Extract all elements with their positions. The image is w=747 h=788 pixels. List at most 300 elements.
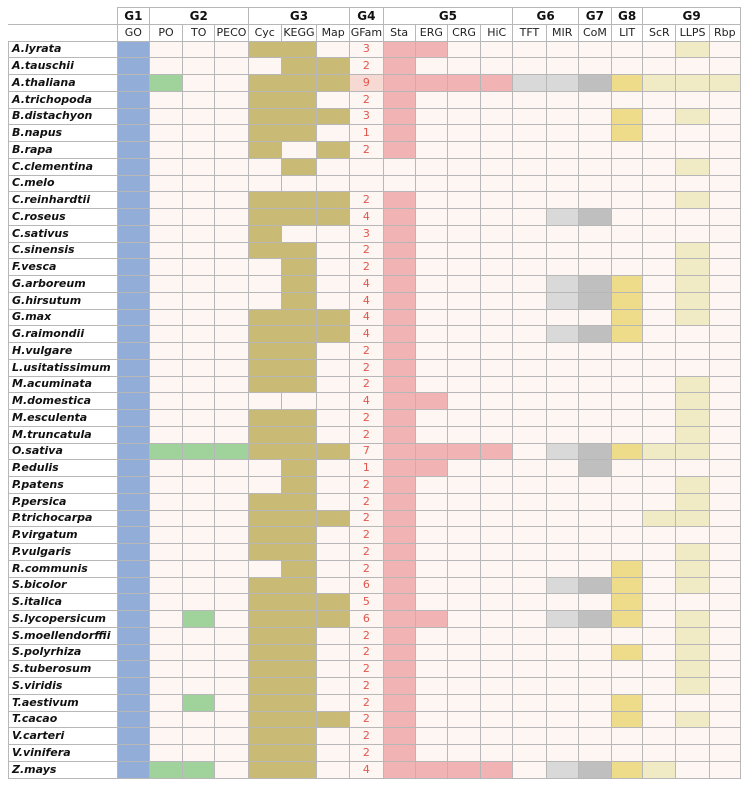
cell-cyc-empty xyxy=(248,393,281,410)
cell-lit-empty xyxy=(612,41,643,58)
cell-llps-empty xyxy=(676,460,709,477)
cell-sta-filled xyxy=(383,393,415,410)
cell-tft-empty xyxy=(513,58,546,75)
cell-erg-empty xyxy=(415,644,447,661)
cell-to-empty xyxy=(183,158,215,175)
cell-map-empty xyxy=(317,376,350,393)
species-name: C.sinensis xyxy=(9,242,118,259)
cell-llps-filled xyxy=(676,108,709,125)
cell-sta-filled xyxy=(383,761,415,778)
cell-sta-filled xyxy=(383,75,415,92)
table-row xyxy=(9,58,741,75)
cell-sta-filled xyxy=(383,376,415,393)
cell-rbp-empty xyxy=(709,443,740,460)
cell-go-filled xyxy=(117,292,149,309)
cell-lit-filled xyxy=(612,761,643,778)
cell-po-empty xyxy=(149,309,182,326)
cell-go-filled xyxy=(117,510,149,527)
cell-mir-empty xyxy=(546,694,578,711)
cell-to-empty xyxy=(183,410,215,427)
cell-lit-empty xyxy=(612,410,643,427)
cell-hic-empty xyxy=(481,225,513,242)
cell-hic-empty xyxy=(481,259,513,276)
column-header-peco: PECO xyxy=(215,24,248,41)
cell-go-filled xyxy=(117,611,149,628)
cell-com-filled xyxy=(578,611,611,628)
corner-blank xyxy=(9,24,118,41)
column-header-erg: ERG xyxy=(415,24,447,41)
cell-scr-empty xyxy=(643,711,676,728)
cell-to-empty xyxy=(183,661,215,678)
cell-peco-empty xyxy=(215,594,248,611)
species-name: L.usitatissimum xyxy=(9,359,118,376)
species-name: P.vulgaris xyxy=(9,544,118,561)
cell-scr-empty xyxy=(643,175,676,192)
cell-mir-empty xyxy=(546,544,578,561)
table-row xyxy=(9,594,741,611)
cell-scr-empty xyxy=(643,527,676,544)
cell-com-empty xyxy=(578,493,611,510)
cell-tft-empty xyxy=(513,225,546,242)
table-row xyxy=(9,694,741,711)
cell-lit-filled xyxy=(612,309,643,326)
cell-peco-empty xyxy=(215,343,248,360)
cell-sta-empty xyxy=(383,175,415,192)
cell-hic-empty xyxy=(481,175,513,192)
cell-tft-empty xyxy=(513,359,546,376)
cell-lit-empty xyxy=(612,661,643,678)
gfam-count-cell: 2 xyxy=(350,192,383,209)
cell-hic-empty xyxy=(481,678,513,695)
cell-po-empty xyxy=(149,108,182,125)
cell-hic-empty xyxy=(481,594,513,611)
cell-erg-empty xyxy=(415,594,447,611)
cell-sta-filled xyxy=(383,225,415,242)
cell-cyc-filled xyxy=(248,510,281,527)
cell-com-empty xyxy=(578,108,611,125)
table-row xyxy=(9,209,741,226)
cell-crg-empty xyxy=(447,678,480,695)
cell-rbp-empty xyxy=(709,493,740,510)
cell-erg-empty xyxy=(415,745,447,762)
cell-scr-empty xyxy=(643,125,676,142)
table-row xyxy=(9,225,741,242)
table-row xyxy=(9,276,741,293)
gfam-count-cell: 2 xyxy=(350,627,383,644)
cell-peco-empty xyxy=(215,125,248,142)
cell-map-empty xyxy=(317,577,350,594)
cell-kegg-filled xyxy=(281,209,316,226)
cell-crg-empty xyxy=(447,292,480,309)
cell-mir-empty xyxy=(546,493,578,510)
cell-kegg-filled xyxy=(281,276,316,293)
cell-hic-empty xyxy=(481,510,513,527)
cell-com-filled xyxy=(578,292,611,309)
cell-lit-empty xyxy=(612,426,643,443)
cell-go-filled xyxy=(117,276,149,293)
cell-to-empty xyxy=(183,326,215,343)
cell-tft-empty xyxy=(513,661,546,678)
gfam-count-cell: 4 xyxy=(350,309,383,326)
cell-mir-filled xyxy=(546,209,578,226)
cell-sta-filled xyxy=(383,510,415,527)
cell-llps-filled xyxy=(676,611,709,628)
cell-map-empty xyxy=(317,560,350,577)
cell-com-empty xyxy=(578,158,611,175)
cell-kegg-filled xyxy=(281,761,316,778)
cell-hic-empty xyxy=(481,527,513,544)
cell-mir-filled xyxy=(546,292,578,309)
cell-kegg-filled xyxy=(281,728,316,745)
cell-kegg-filled xyxy=(281,493,316,510)
column-header-rbp: Rbp xyxy=(709,24,740,41)
cell-mir-filled xyxy=(546,326,578,343)
cell-lit-empty xyxy=(612,225,643,242)
cell-hic-empty xyxy=(481,158,513,175)
cell-mir-empty xyxy=(546,460,578,477)
cell-lit-empty xyxy=(612,142,643,159)
species-name: G.raimondii xyxy=(9,326,118,343)
cell-erg-empty xyxy=(415,544,447,561)
cell-go-filled xyxy=(117,175,149,192)
cell-go-filled xyxy=(117,142,149,159)
gfam-count-cell: 1 xyxy=(350,125,383,142)
species-name: S.polyrhiza xyxy=(9,644,118,661)
cell-map-empty xyxy=(317,343,350,360)
cell-lit-empty xyxy=(612,627,643,644)
cell-crg-empty xyxy=(447,493,480,510)
cell-map-empty xyxy=(317,460,350,477)
cell-tft-empty xyxy=(513,594,546,611)
cell-com-filled xyxy=(578,460,611,477)
gfam-count-cell: 3 xyxy=(350,41,383,58)
cell-cyc-empty xyxy=(248,175,281,192)
cell-cyc-filled xyxy=(248,108,281,125)
cell-com-empty xyxy=(578,41,611,58)
cell-crg-empty xyxy=(447,410,480,427)
cell-erg-empty xyxy=(415,91,447,108)
cell-to-empty xyxy=(183,225,215,242)
cell-scr-empty xyxy=(643,560,676,577)
cell-cyc-filled xyxy=(248,661,281,678)
cell-mir-filled xyxy=(546,276,578,293)
cell-llps-empty xyxy=(676,91,709,108)
species-name: S.viridis xyxy=(9,678,118,695)
table-row xyxy=(9,577,741,594)
cell-peco-empty xyxy=(215,225,248,242)
cell-lit-filled xyxy=(612,326,643,343)
cell-peco-empty xyxy=(215,577,248,594)
gfam-count-cell: 2 xyxy=(350,745,383,762)
cell-scr-empty xyxy=(643,209,676,226)
cell-crg-empty xyxy=(447,728,480,745)
cell-com-empty xyxy=(578,225,611,242)
column-header-hic: HiC xyxy=(481,24,513,41)
cell-erg-empty xyxy=(415,359,447,376)
cell-erg-empty xyxy=(415,175,447,192)
cell-map-filled xyxy=(317,711,350,728)
cell-go-filled xyxy=(117,75,149,92)
cell-map-empty xyxy=(317,678,350,695)
cell-peco-empty xyxy=(215,510,248,527)
cell-po-empty xyxy=(149,510,182,527)
cell-po-empty xyxy=(149,292,182,309)
column-header-gfam: GFam xyxy=(350,24,383,41)
cell-sta-filled xyxy=(383,443,415,460)
cell-erg-filled xyxy=(415,75,447,92)
cell-to-empty xyxy=(183,560,215,577)
cell-erg-empty xyxy=(415,292,447,309)
cell-com-empty xyxy=(578,58,611,75)
cell-map-empty xyxy=(317,242,350,259)
cell-hic-empty xyxy=(481,276,513,293)
cell-kegg-filled xyxy=(281,510,316,527)
cell-scr-empty xyxy=(643,225,676,242)
cell-hic-empty xyxy=(481,376,513,393)
cell-po-empty xyxy=(149,192,182,209)
cell-crg-empty xyxy=(447,577,480,594)
group-header-g1: G1 xyxy=(117,8,149,25)
cell-tft-empty xyxy=(513,678,546,695)
cell-map-empty xyxy=(317,91,350,108)
cell-go-filled xyxy=(117,242,149,259)
cell-peco-empty xyxy=(215,41,248,58)
cell-llps-filled xyxy=(676,158,709,175)
cell-llps-filled xyxy=(676,192,709,209)
species-name: S.tuberosum xyxy=(9,661,118,678)
species-name: S.italica xyxy=(9,594,118,611)
cell-kegg-filled xyxy=(281,242,316,259)
cell-kegg-filled xyxy=(281,745,316,762)
gfam-count-cell: 2 xyxy=(350,259,383,276)
cell-scr-empty xyxy=(643,242,676,259)
cell-po-empty xyxy=(149,460,182,477)
species-name: S.moellendorffii xyxy=(9,627,118,644)
cell-hic-empty xyxy=(481,393,513,410)
cell-hic-empty xyxy=(481,728,513,745)
cell-erg-empty xyxy=(415,125,447,142)
cell-mir-empty xyxy=(546,309,578,326)
cell-scr-empty xyxy=(643,393,676,410)
cell-go-filled xyxy=(117,627,149,644)
table-row xyxy=(9,75,741,92)
cell-tft-empty xyxy=(513,142,546,159)
cell-lit-empty xyxy=(612,393,643,410)
cell-hic-empty xyxy=(481,644,513,661)
cell-peco-empty xyxy=(215,292,248,309)
cell-scr-empty xyxy=(643,41,676,58)
cell-scr-empty xyxy=(643,460,676,477)
cell-tft-empty xyxy=(513,544,546,561)
cell-peco-empty xyxy=(215,678,248,695)
species-name: S.lycopersicum xyxy=(9,611,118,628)
cell-kegg-filled xyxy=(281,359,316,376)
cell-sta-filled xyxy=(383,309,415,326)
cell-go-filled xyxy=(117,745,149,762)
cell-po-filled xyxy=(149,761,182,778)
cell-lit-filled xyxy=(612,611,643,628)
cell-kegg-filled xyxy=(281,560,316,577)
cell-kegg-filled xyxy=(281,477,316,494)
cell-go-filled xyxy=(117,259,149,276)
cell-sta-filled xyxy=(383,41,415,58)
cell-com-empty xyxy=(578,426,611,443)
cell-rbp-empty xyxy=(709,527,740,544)
cell-com-empty xyxy=(578,594,611,611)
cell-lit-filled xyxy=(612,644,643,661)
cell-mir-empty xyxy=(546,41,578,58)
cell-rbp-empty xyxy=(709,158,740,175)
cell-go-filled xyxy=(117,225,149,242)
cell-cyc-filled xyxy=(248,594,281,611)
cell-rbp-empty xyxy=(709,393,740,410)
cell-po-empty xyxy=(149,678,182,695)
column-header-row xyxy=(9,24,741,41)
cell-erg-filled xyxy=(415,761,447,778)
table-row xyxy=(9,343,741,360)
column-header-sta: Sta xyxy=(383,24,415,41)
cell-lit-filled xyxy=(612,560,643,577)
species-name: F.vesca xyxy=(9,259,118,276)
cell-map-empty xyxy=(317,259,350,276)
species-name: A.lyrata xyxy=(9,41,118,58)
cell-go-filled xyxy=(117,209,149,226)
cell-tft-empty xyxy=(513,510,546,527)
cell-peco-empty xyxy=(215,745,248,762)
cell-kegg-filled xyxy=(281,41,316,58)
cell-sta-filled xyxy=(383,259,415,276)
cell-com-filled xyxy=(578,326,611,343)
cell-hic-empty xyxy=(481,711,513,728)
cell-com-empty xyxy=(578,728,611,745)
cell-sta-filled xyxy=(383,594,415,611)
cell-cyc-filled xyxy=(248,443,281,460)
cell-com-empty xyxy=(578,343,611,360)
cell-sta-filled xyxy=(383,694,415,711)
cell-to-empty xyxy=(183,426,215,443)
cell-llps-filled xyxy=(676,493,709,510)
cell-llps-filled xyxy=(676,711,709,728)
cell-hic-empty xyxy=(481,560,513,577)
cell-po-empty xyxy=(149,142,182,159)
table-row xyxy=(9,426,741,443)
cell-peco-empty xyxy=(215,627,248,644)
cell-map-empty xyxy=(317,761,350,778)
cell-rbp-empty xyxy=(709,560,740,577)
cell-rbp-empty xyxy=(709,326,740,343)
cell-map-empty xyxy=(317,41,350,58)
table-row xyxy=(9,443,741,460)
gfam-count-cell: 2 xyxy=(350,678,383,695)
cell-erg-empty xyxy=(415,326,447,343)
cell-peco-empty xyxy=(215,694,248,711)
cell-to-empty xyxy=(183,343,215,360)
cell-lit-filled xyxy=(612,594,643,611)
species-name: A.trichopoda xyxy=(9,91,118,108)
cell-scr-filled xyxy=(643,75,676,92)
cell-sta-filled xyxy=(383,343,415,360)
cell-to-empty xyxy=(183,594,215,611)
table-row xyxy=(9,158,741,175)
gfam-count-cell: 6 xyxy=(350,611,383,628)
gfam-count-cell: 2 xyxy=(350,242,383,259)
cell-sta-filled xyxy=(383,493,415,510)
cell-com-empty xyxy=(578,694,611,711)
cell-erg-filled xyxy=(415,393,447,410)
cell-go-filled xyxy=(117,359,149,376)
cell-scr-empty xyxy=(643,577,676,594)
cell-mir-filled xyxy=(546,611,578,628)
cell-rbp-empty xyxy=(709,761,740,778)
column-header-tft: TFT xyxy=(513,24,546,41)
cell-to-empty xyxy=(183,309,215,326)
cell-cyc-filled xyxy=(248,326,281,343)
cell-llps-filled xyxy=(676,376,709,393)
cell-com-empty xyxy=(578,125,611,142)
cell-to-empty xyxy=(183,745,215,762)
cell-erg-empty xyxy=(415,477,447,494)
cell-rbp-empty xyxy=(709,510,740,527)
cell-llps-filled xyxy=(676,410,709,427)
cell-tft-empty xyxy=(513,343,546,360)
cell-go-filled xyxy=(117,694,149,711)
cell-scr-empty xyxy=(643,343,676,360)
cell-sta-filled xyxy=(383,544,415,561)
cell-erg-empty xyxy=(415,577,447,594)
cell-scr-empty xyxy=(643,259,676,276)
cell-mir-empty xyxy=(546,527,578,544)
cell-hic-empty xyxy=(481,142,513,159)
cell-to-empty xyxy=(183,91,215,108)
cell-llps-filled xyxy=(676,75,709,92)
cell-rbp-empty xyxy=(709,309,740,326)
cell-kegg-filled xyxy=(281,711,316,728)
cell-scr-empty xyxy=(643,192,676,209)
cell-com-empty xyxy=(578,91,611,108)
cell-po-empty xyxy=(149,376,182,393)
cell-erg-empty xyxy=(415,510,447,527)
cell-tft-empty xyxy=(513,41,546,58)
cell-llps-filled xyxy=(676,510,709,527)
cell-kegg-filled xyxy=(281,594,316,611)
cell-scr-empty xyxy=(643,158,676,175)
cell-map-empty xyxy=(317,745,350,762)
group-header-row xyxy=(9,8,741,25)
cell-crg-empty xyxy=(447,560,480,577)
cell-com-empty xyxy=(578,359,611,376)
gfam-count-cell: 4 xyxy=(350,292,383,309)
cell-rbp-empty xyxy=(709,209,740,226)
cell-go-filled xyxy=(117,125,149,142)
cell-crg-empty xyxy=(447,359,480,376)
cell-llps-filled xyxy=(676,678,709,695)
cell-kegg-filled xyxy=(281,58,316,75)
cell-rbp-empty xyxy=(709,343,740,360)
cell-hic-empty xyxy=(481,577,513,594)
cell-rbp-empty xyxy=(709,376,740,393)
cell-go-filled xyxy=(117,443,149,460)
species-name: C.sativus xyxy=(9,225,118,242)
cell-mir-filled xyxy=(546,761,578,778)
cell-to-empty xyxy=(183,627,215,644)
gfam-count-cell xyxy=(350,175,383,192)
cell-crg-empty xyxy=(447,477,480,494)
cell-com-empty xyxy=(578,309,611,326)
cell-lit-empty xyxy=(612,192,643,209)
cell-mir-empty xyxy=(546,343,578,360)
cell-to-empty xyxy=(183,711,215,728)
column-header-crg: CRG xyxy=(447,24,480,41)
